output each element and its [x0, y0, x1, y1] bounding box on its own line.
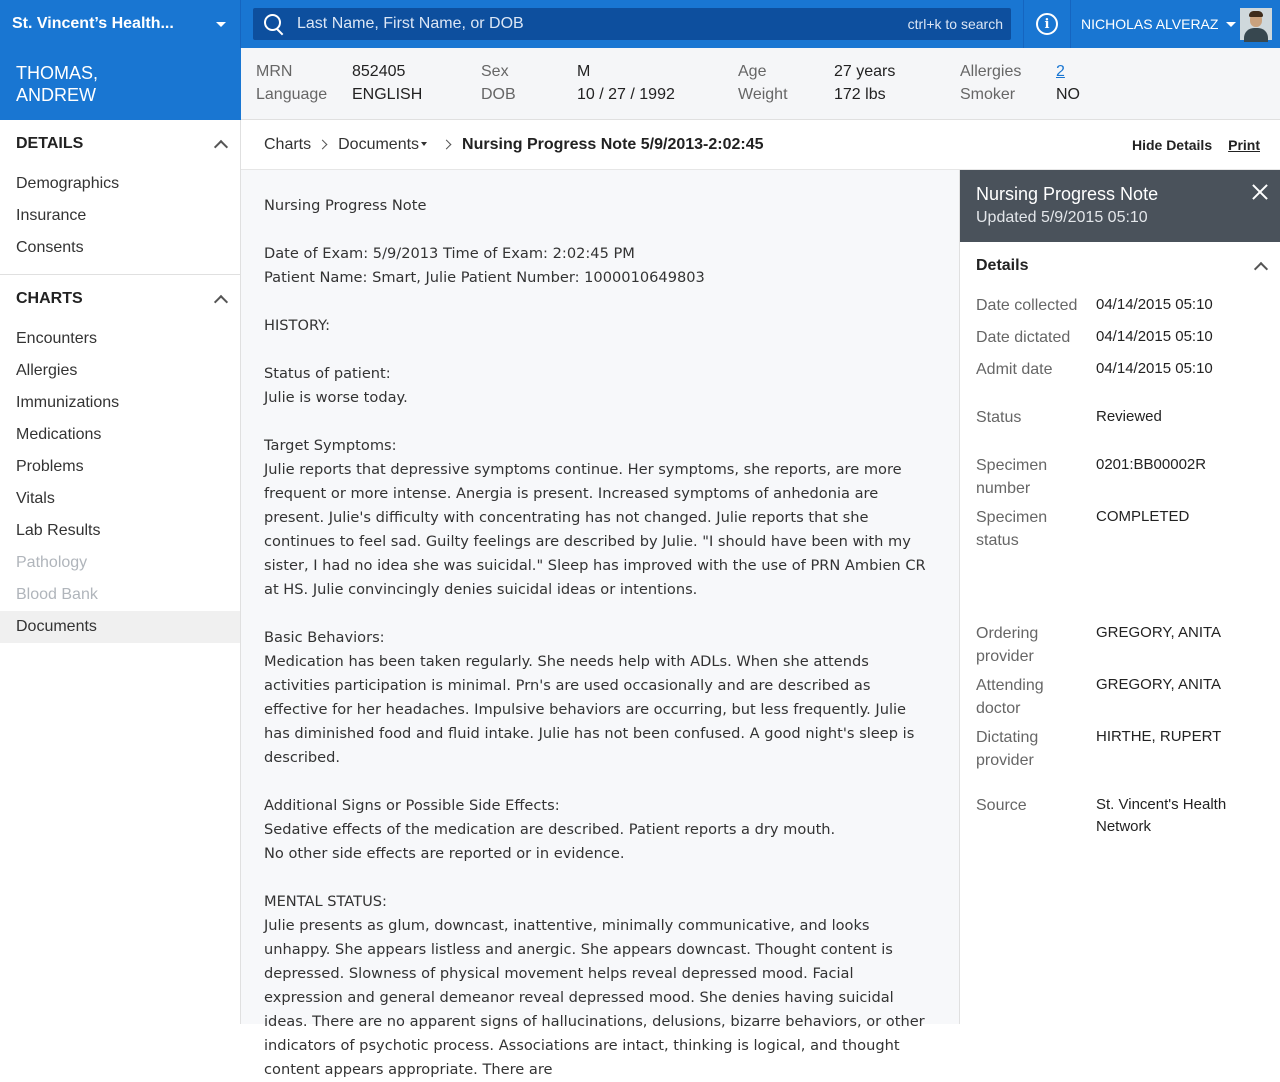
sex-label: Sex: [481, 63, 509, 80]
patient-last-name: THOMAS,: [16, 63, 99, 83]
sidebar-item-vitals[interactable]: Vitals: [16, 490, 55, 507]
detail-label: Date collected: [976, 297, 1078, 314]
sidebar-item-encounters[interactable]: Encounters: [16, 330, 97, 347]
chevron-up-icon[interactable]: [1254, 261, 1268, 275]
detail-value: COMPLETED: [1096, 508, 1190, 525]
language-label: Language: [256, 86, 328, 103]
sidebar-item-lab-results[interactable]: Lab Results: [16, 522, 101, 539]
document-paragraph: Date of Exam: 5/9/2013 Time of Exam: 2:02:45 PM Patient Name: Smart, Julie Patient Number: 1000010649803: [264, 245, 705, 286]
detail-value: Reviewed: [1096, 408, 1162, 425]
detail-label: Ordering provider: [976, 625, 1039, 665]
sex-value: M: [577, 63, 591, 80]
sidebar-item-demographics[interactable]: Demographics: [16, 175, 120, 192]
dob-value: 10 / 27 / 1992: [577, 86, 675, 103]
org-dropdown-caret-icon[interactable]: [216, 22, 226, 27]
smoker-value: NO: [1056, 86, 1080, 103]
chevron-up-icon[interactable]: [214, 139, 228, 153]
document-paragraph: Nursing Progress Note: [264, 197, 427, 214]
print-button[interactable]: Print: [1228, 136, 1260, 153]
info-icon: i: [1036, 13, 1058, 35]
top-bar: [0, 0, 1280, 48]
panel-header: [960, 170, 1280, 242]
patient-info-bar: [241, 48, 1280, 120]
search-box[interactable]: [253, 8, 1011, 40]
detail-value: HIRTHE, RUPERT: [1096, 728, 1222, 745]
weight-label: Weight: [738, 86, 788, 103]
document-paragraph: MENTAL STATUS: Julie presents as glum, downcast, inattentive, minimally communicative, and looks unhappy. She appears listless and anergic. She appears downcast. Thought content is depressed. Slowness of physical movement helps reveal depressed mood. Facial expression and general demeanor reveal depressed mood. She denies having suicidal ideas. There are no apparent signs of hallucinations, delusions, bizarre behaviors, or other indicators of psychotic process. Associations are intact, thinking is logical, and thought content appears appropriate. There are: [264, 893, 925, 1078]
document-paragraph: Basic Behaviors: Medication has been taken regularly. She needs help with ADLs. When she attends activities participation is minimal. Prn's are used occasionally and are described as effective for her headaches. Impulsive behaviors are occurring, but less frequently. Julie has diminished food and fluid intake. Julie has not been confused. A good night's sleep is described.: [264, 629, 915, 766]
details-section-title: DETAILS: [16, 135, 84, 152]
detail-value: 0201:BB00002R: [1096, 456, 1207, 473]
detail-value: 04/14/2015 05:10: [1096, 296, 1213, 313]
document-actions: [1132, 120, 1260, 170]
org-switcher[interactable]: [0, 0, 241, 48]
sidebar-item-pathology: Pathology: [16, 554, 88, 571]
age-value: 27 years: [834, 63, 896, 80]
caret-down-icon: [421, 142, 427, 146]
detail-value: GREGORY, ANITA: [1096, 624, 1222, 641]
panel-updated: Updated 5/9/2015 05:10: [976, 209, 1148, 226]
hide-details-button[interactable]: Hide Details: [1131, 136, 1213, 153]
detail-label: Admit date: [976, 361, 1053, 378]
smoker-label: Smoker: [960, 86, 1016, 103]
patient-name: [0, 48, 241, 120]
document-paragraph: Status of patient: Julie is worse today.: [264, 365, 408, 406]
info-button[interactable]: [1023, 0, 1071, 48]
dob-label: DOB: [481, 86, 516, 103]
sidebar-item-consents[interactable]: Consents: [16, 239, 84, 256]
close-icon[interactable]: [1252, 184, 1268, 200]
charts-section-header[interactable]: [0, 275, 240, 323]
user-avatar[interactable]: [1240, 8, 1272, 40]
sidebar-item-immunizations[interactable]: Immunizations: [16, 394, 120, 411]
detail-label: Attending doctor: [976, 677, 1044, 717]
weight-value: 172 lbs: [834, 86, 886, 103]
allergies-count-link[interactable]: 2: [1056, 63, 1065, 80]
details-section-header[interactable]: [0, 120, 240, 168]
detail-label: Dictating provider: [976, 729, 1039, 769]
details-section-header[interactable]: [960, 242, 1280, 290]
document-paragraph: Additional Signs or Possible Side Effects: Sedative effects of the medication are described. Patient reports a dry mouth. No other side effects are reported or in evidence.: [264, 797, 836, 862]
sidebar: [0, 120, 241, 1024]
detail-label: Source: [976, 797, 1027, 814]
user-dropdown-caret-icon[interactable]: [1226, 22, 1236, 27]
detail-value: 04/14/2015 05:10: [1096, 328, 1213, 345]
age-label: Age: [738, 63, 767, 80]
charts-section-title: CHARTS: [16, 290, 83, 307]
sidebar-item-allergies[interactable]: Allergies: [16, 362, 78, 379]
chevron-right-icon: [442, 140, 452, 150]
detail-label: Specimen number: [976, 457, 1048, 497]
mrn-value: 852405: [352, 63, 406, 80]
panel-title: Nursing Progress Note: [976, 184, 1159, 204]
detail-value: 04/14/2015 05:10: [1096, 360, 1213, 377]
search-shortcut-hint: ctrl+k to search: [907, 16, 1003, 32]
user-name: NICHOLAS ALVERAZ: [1081, 16, 1219, 32]
search-container: [241, 0, 1023, 48]
sidebar-item-medications[interactable]: Medications: [16, 426, 102, 443]
language-value: ENGLISH: [352, 86, 423, 103]
sidebar-item-blood-bank: Blood Bank: [16, 586, 98, 603]
breadcrumb-documents-dropdown[interactable]: [338, 136, 427, 154]
patient-search-input[interactable]: [297, 15, 908, 33]
sidebar-item-insurance[interactable]: Insurance: [16, 207, 87, 224]
allergies-label: Allergies: [960, 63, 1022, 80]
document-details-panel: [959, 170, 1280, 1024]
document-body: [241, 170, 959, 1078]
detail-value: GREGORY, ANITA: [1096, 676, 1222, 693]
document-paragraph: Target Symptoms: Julie reports that depressive symptoms continue. Her symptoms, she reports, are more frequent or more intense. Anergia is present. Increased symptoms of anhedonia are present. Julie's difficulty with concentrating has not changed. Julie reports that she continues to feel sad. Guilty feelings are described by Julie. "I should have been with my sister, I had no idea she was suicidal." Sleep has improved with the use of PRN Ambien CR at HS. Julie convincingly denies suicidal ideas or intentions.: [264, 437, 926, 598]
detail-label: Status: [976, 409, 1022, 426]
breadcrumb-current: Nursing Progress Note 5/9/2013-2:02:45: [462, 135, 764, 153]
details-title: Details: [976, 257, 1029, 274]
search-icon: [263, 13, 285, 35]
sidebar-item-documents[interactable]: Documents: [0, 611, 240, 643]
chevron-up-icon[interactable]: [214, 294, 228, 308]
document-paragraph: HISTORY:: [264, 317, 331, 334]
org-name: St. Vincent’s Health...: [12, 15, 174, 32]
patient-first-name: ANDREW: [16, 85, 96, 105]
detail-label: Specimen status: [976, 509, 1048, 549]
sidebar-item-problems[interactable]: Problems: [16, 458, 84, 475]
chevron-right-icon: [318, 140, 328, 150]
mrn-label: MRN: [256, 63, 293, 80]
breadcrumb-documents: Documents: [338, 135, 420, 153]
breadcrumb-charts[interactable]: Charts: [264, 135, 312, 153]
detail-label: Date dictated: [976, 326, 1086, 349]
breadcrumb: [241, 120, 1280, 170]
detail-value: St. Vincent's Health Network: [1096, 796, 1227, 835]
